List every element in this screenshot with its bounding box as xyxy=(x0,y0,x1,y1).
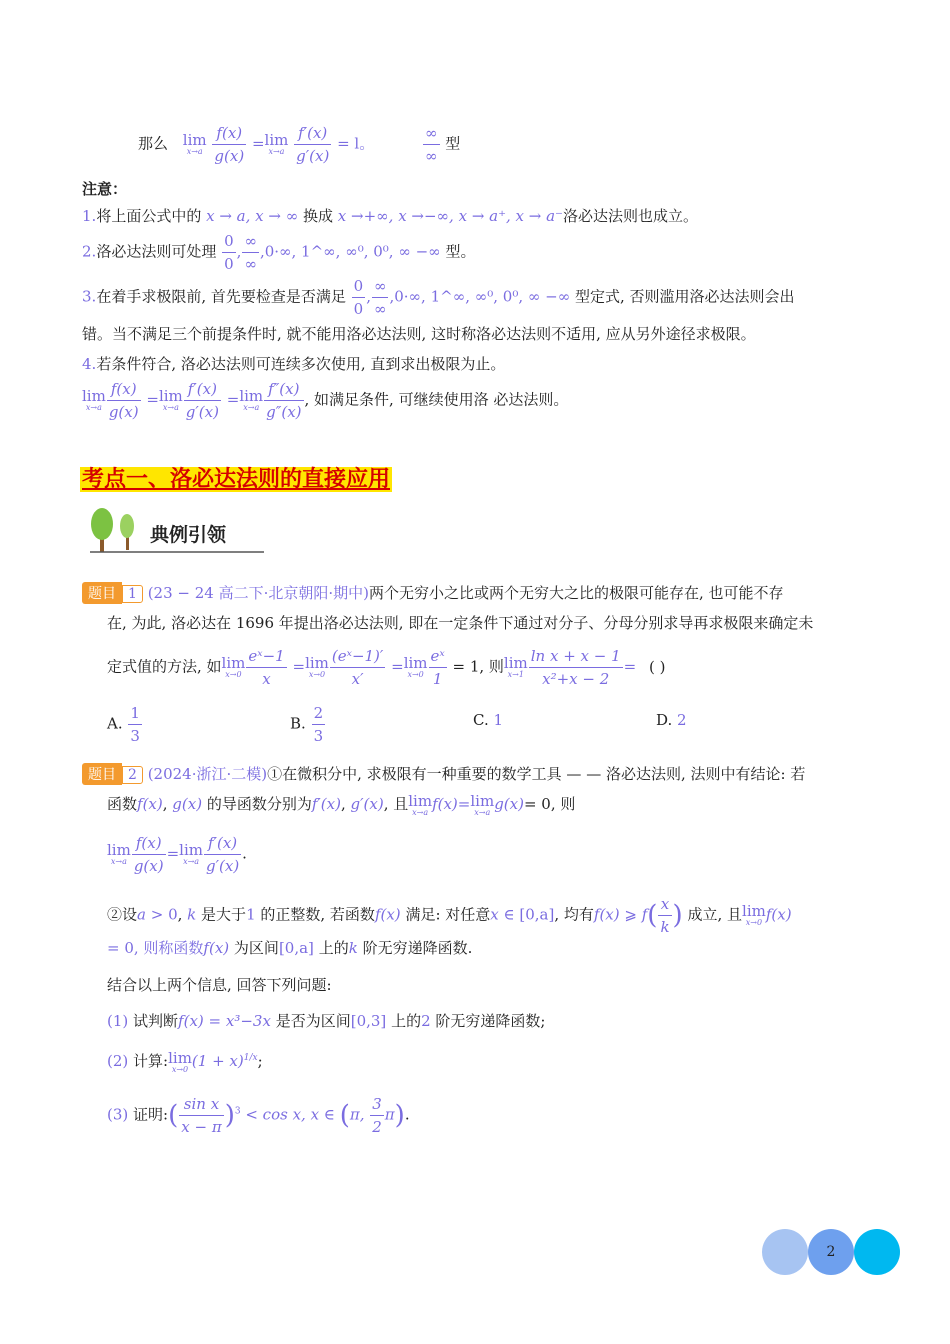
note-3-cont: 错。当不满足三个前提条件时, 就不能用洛必达法则, 这时称洛必达法则不适用, 应从另外途径求极限。 xyxy=(82,325,756,343)
note-4: 4.若条件符合, 洛必达法则可连续多次使用, 直到求出极限为止。 xyxy=(82,355,506,373)
example-banner xyxy=(86,506,266,556)
note-4-formula: lim x→a $\frac{f(x)}{g(x)}$ =lim x→a $\frac{f'(x)}{g'(x)}$ =lim x→a $\frac{f''(x)}{g''(x)}$ , 如满足条件, 可继续使用洛 必达法则。 xyxy=(82,380,569,421)
note-2: 2.洛必达法则可处理 $\frac{0}{0}$ , $\frac{\infty}{\infty}$ ,0·∞, 1^∞, ∞⁰, 0⁰, ∞ −∞ 型。 xyxy=(82,232,476,273)
page-deco-circle-2 xyxy=(854,1229,900,1275)
q1-option-d: D. 2 xyxy=(656,711,687,729)
q1-number: 1 xyxy=(122,585,143,603)
intro-suffix: 型 xyxy=(445,134,461,153)
q1-line-2: 在, 为此, 洛必达在 1696 年提出洛必达法则, 即在一定条件下通过对分子、分母分别求导再求极限来确定未 xyxy=(107,614,814,632)
q1-blank: ( ) xyxy=(649,657,666,676)
q1-option-b: B. $\frac{2}{3}$ xyxy=(290,704,324,745)
notes-title: 注意： xyxy=(82,180,128,198)
q2-part-2: (2) 计算:lim x→0 $(1 + x)^{1/x}$; xyxy=(107,1048,263,1074)
q2-badge: 题目 xyxy=(82,763,122,785)
intro-formula: 那么 lim x→a $\frac{f(x)}{g(x)}$ =lim x→a $\frac{f'(x)}{g'(x)}$ = l。 $\frac{\infty}{\infty}$ 型 xyxy=(138,124,461,165)
q1-option-a: A. $\frac{1}{3}$ xyxy=(107,704,140,745)
q2-line-5: = 0, 则称函数f(x) 为区间[0,a] 上的k 阶无穷递降函数. xyxy=(107,939,473,957)
q1-option-c: C. 1 xyxy=(473,711,504,729)
q2-number: 2 xyxy=(122,766,143,784)
page-number: 2 xyxy=(808,1229,854,1275)
note-3: 3.在着手求极限前, 首先要检查是否满足 $\frac{0}{0}$ , $\frac{\infty}{\infty}$ ,0·∞, 1^∞, ∞⁰, 0⁰, ∞ −∞ 型定式, 否则滥用洛必达法则会出 xyxy=(82,277,795,318)
q2-line-2: 函数f(x), g(x) 的导函数分别为f′(x), g′(x), 且lim x→a f(x)=lim x→a g(x)= 0, 则 xyxy=(107,791,576,817)
q2-part-1: (1) 试判断f(x) = x³−3x 是否为区间[0,3] 上的2 阶无穷递降函数; xyxy=(107,1012,546,1030)
q2-line-1: 题目 2 (2024·浙江·二模)①在微积分中, 求极限有一种重要的数学工具 — — 洛必达法则, 法则中有结论: 若 xyxy=(82,763,805,785)
q2-part-3: (3) 证明:( $\frac{\text{sin x}}{x - \pi}$ )$^3$ < cos x, x ∈ (π, $\frac{3}{2}$ π). xyxy=(107,1095,410,1136)
intro-result: = l。 xyxy=(337,134,375,153)
q1-line-3: 定式值的方法, 如lim x→0 $\frac{\text{eˣ−1}}{x}$ =lim x→0 $\frac{\text{(eˣ−1)′}}{x'}$ =lim x→0 $\frac{\text{eˣ}}{1}$ = 1, 则lim x→1 $\frac{\text{ln x + x − 1}}{\text{x²+x − 2}}$ = ( ) xyxy=(107,647,666,688)
banner-title: 典例引领 xyxy=(150,524,227,546)
q1-line-1: 题目 1 (23 − 24 高二下·北京朝阳·期中)两个无穷小之比或两个无穷大之比的极限可能存在, 也可能不存 xyxy=(82,582,784,604)
q2-line-3: lim x→a $\frac{f(x)}{g(x)}$ =lim x→a $\frac{f'(x)}{g'(x)}$ . xyxy=(107,834,247,875)
q2-line-6: 结合以上两个信息, 回答下列问题: xyxy=(107,976,332,994)
q2-line-4: ②设a > 0, k 是大于1 的正整数, 若函数f(x) 满足: 对任意x ∈ [0,a], 均有f(x) ⩾ f( $\frac{x}{k}$ ) 成立, 且lim x→0 f(x) xyxy=(107,895,792,936)
section-title: 考点一、洛必达法则的直接应用 xyxy=(82,467,391,492)
q1-badge: 题目 xyxy=(82,582,122,604)
page-deco-circle-1 xyxy=(762,1229,808,1275)
note-1: 1.将上面公式中的 x → a, x → ∞ 换成 x →+∞, x →−∞, x → a⁺, x → a⁻洛必达法则也成立。 xyxy=(82,207,698,225)
intro-prefix: 那么 xyxy=(138,134,169,153)
